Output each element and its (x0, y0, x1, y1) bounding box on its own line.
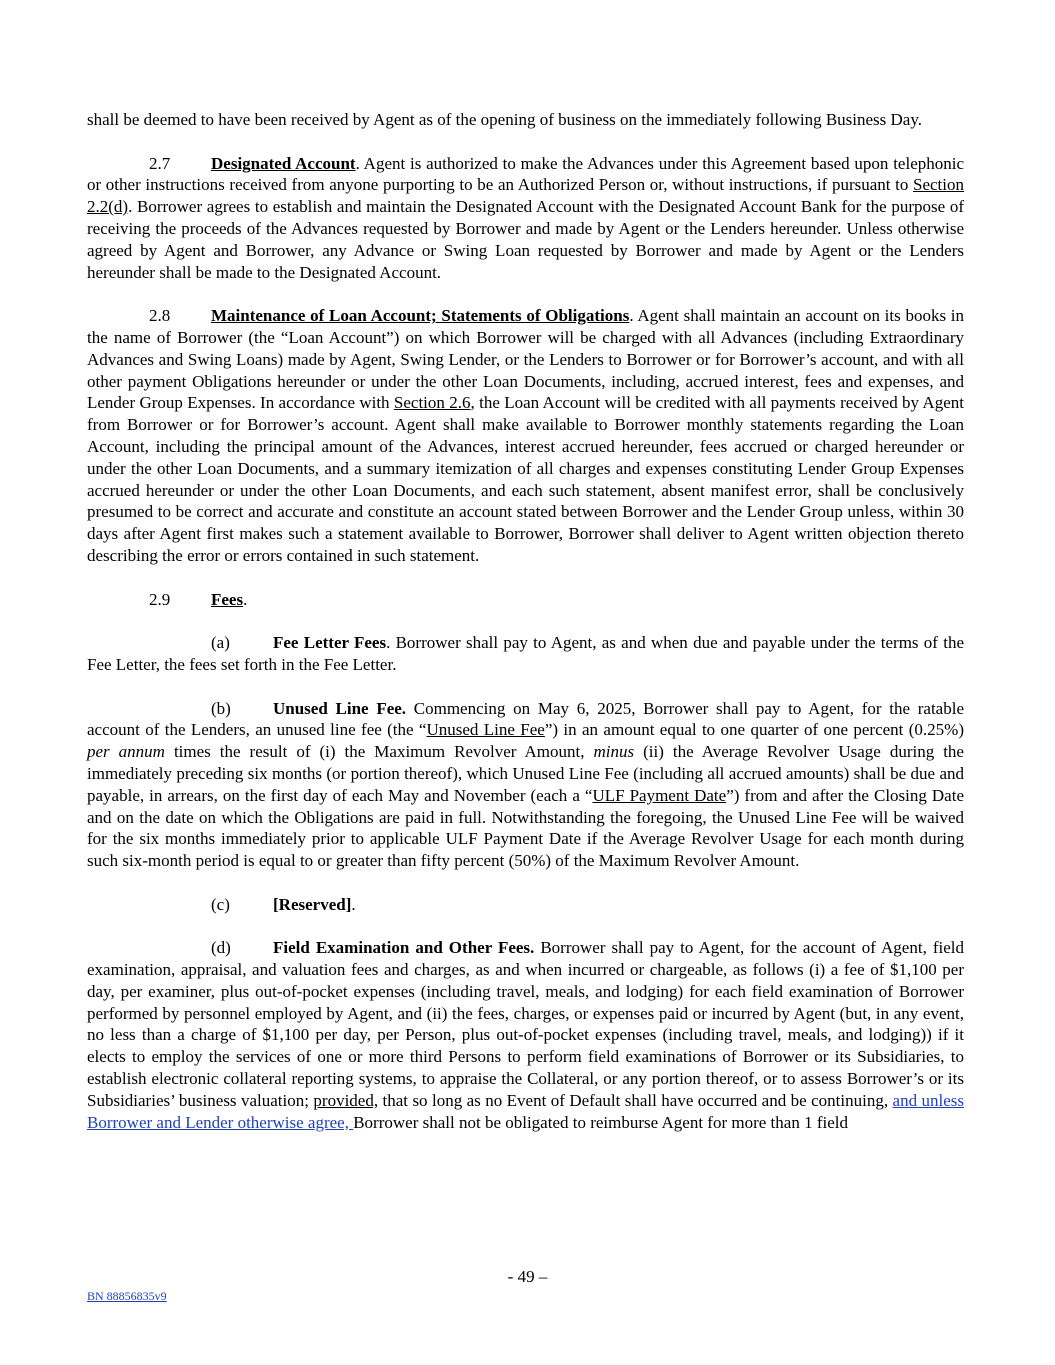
section-2-8: 2.8 Maintenance of Loan Account; Statements of Obligations. Agent shall maintain an account on its books in the name of Borrower (the “Loan Account”) on which Borrower will be charged with all Advances (including Extraordinary Advances and Swing Loans) made by Agent, Swing Lender, or the Lenders to Borrower or for Borrower’s account, and with all other payment Obligations hereunder or under the other Loan Documents, including, accrued interest, fees and expenses, and Lender Group Expenses. In accordance with Section 2.6, the Loan Account will be credited with all payments received by Agent from Borrower or for Borrower’s account. Agent shall make available to Borrower monthly statements regarding the Loan Account, including the principal amount of the Advances, interest accrued hereunder, fees accrued or charged hereunder or under the other Loan Documents, and a summary itemization of all charges and expenses constituting Lender Group Expenses accrued hereunder or under the other Loan Documents, and each such statement, absent manifest error, shall be conclusively presumed to be correct and accurate and constitute an account stated between Borrower and the Lender Group unless, within 30 days after Agent first makes such a statement available to Borrower, Borrower shall deliver to Agent written objection thereto describing the error or errors contained in such statement. (87, 306, 964, 565)
document-id-link[interactable]: BN 88856835v9 (87, 1289, 167, 1303)
section-2-7: 2.7 Designated Account. Agent is authorized to make the Advances under this Agreement based upon telephonic or other instructions received from anyone purporting to be an Authorized Person or, without instructions, if pursuant to Section 2.2(d). Borrower agrees to establish and maintain the Designated Account with the Designated Account Bank for the purpose of receiving the proceeds of the Advances requested by Borrower and made by Agent or the Lenders hereunder. Unless otherwise agreed by Agent and Borrower, any Advance or Swing Loan requested by Borrower and made by Agent or the Lenders hereunder shall be made to the Designated Account. (87, 153, 965, 282)
subsection-number: (d) (211, 938, 231, 958)
document-body (87, 109, 964, 1155)
subsection-a: (a) Fee Letter Fees. Borrower shall pay to Agent, as and when due and payable under the terms of the Fee Letter, the fees set forth in the Fee Letter. (87, 633, 964, 674)
subsection-heading: Field Examination and Other Fees. (273, 938, 535, 958)
subsection-heading: Fee Letter Fees (273, 633, 387, 653)
section-number: 2.9 (149, 589, 171, 609)
cross-reference: Section 2.6 (393, 393, 471, 413)
subsection-number: (c) (211, 894, 230, 914)
section-heading: Designated Account (211, 153, 356, 173)
defined-term: ULF Payment Date (592, 785, 727, 805)
section-2-9: 2.9 Fees. (149, 589, 248, 609)
defined-term: Unused Line Fee (426, 720, 545, 740)
subsection-number: (a) (211, 633, 230, 653)
defined-term: provided, (313, 1090, 379, 1110)
section-number: 2.8 (149, 306, 171, 326)
section-heading: Maintenance of Loan Account; Statements of Obligations (211, 306, 630, 326)
cross-reference: Section 2.2(d) (87, 175, 964, 217)
subsection-c: (c) [Reserved]. (211, 894, 356, 914)
subsection-b: (b) Unused Line Fee. Commencing on May 6, 2025, Borrower shall pay to Agent, for the ratable account of the Lenders, an unused line fee (the “Unused Line Fee”) in an amount equal to one quarter of one percent (0.25%) per annum times the result of (i) the Maximum Revolver Amount, minus (ii) the Average Revolver Usage during the immediately preceding six months (or portion thereof), which Unused Line Fee (including all accrued amounts) shall be due and payable, in arrears, on the first day of each May and November (each a “ULF Payment Date”) from and after the Closing Date and on the date on which the Obligations are paid in full. Notwithstanding the foregoing, the Unused Line Fee will be waived for the six months immediately prior to applicable ULF Payment Date if the Average Revolver Usage for each month during such six-month period is equal to or greater than fifty percent (50%) of the Maximum Revolver Amount. (87, 698, 964, 871)
page-number: - 49 – (507, 1267, 548, 1286)
subsection-heading: [Reserved] (273, 894, 352, 914)
subsection-heading: Unused Line Fee. (273, 698, 407, 718)
section-number: 2.7 (149, 153, 171, 173)
subsection-number: (b) (211, 698, 231, 718)
inserted-text-link[interactable]: and unless Borrower and Lender otherwise agree, (87, 1090, 965, 1132)
section-heading: Fees (211, 589, 244, 609)
paragraph-continuation: shall be deemed to have been received by Agent as of the opening of business on the immediately following Business Day. (87, 110, 923, 129)
subsection-d: (d) Field Examination and Other Fees. Borrower shall pay to Agent, for the account of Agent, field examination, appraisal, and valuation fees and charges, as and when incurred or chargeable, as follows (i) a fee of $1,100 per day, per examiner, plus out-of-pocket expenses (including travel, meals, and lodging) for each field examination of Borrower performed by personnel employed by Agent, and (ii) the fees, charges, or expenses paid or incurred by Agent (but, in any event, no less than a charge of $1,100 per day, per Person, plus out-of-pocket expenses (including travel, meals, and lodging)) if it elects to employ the services of one or more third Persons to perform field examinations of Borrower or its Subsidiaries, to establish electronic collateral reporting systems, to appraise the Collateral, or any portion thereof, or to assess Borrower’s or its Subsidiaries’ business valuation; provided, that so long as no Event of Default shall have occurred and be continuing, and unless Borrower and Lender otherwise agree, Borrower shall not be obligated to reimburse Agent for more than 1 field (87, 938, 965, 1132)
